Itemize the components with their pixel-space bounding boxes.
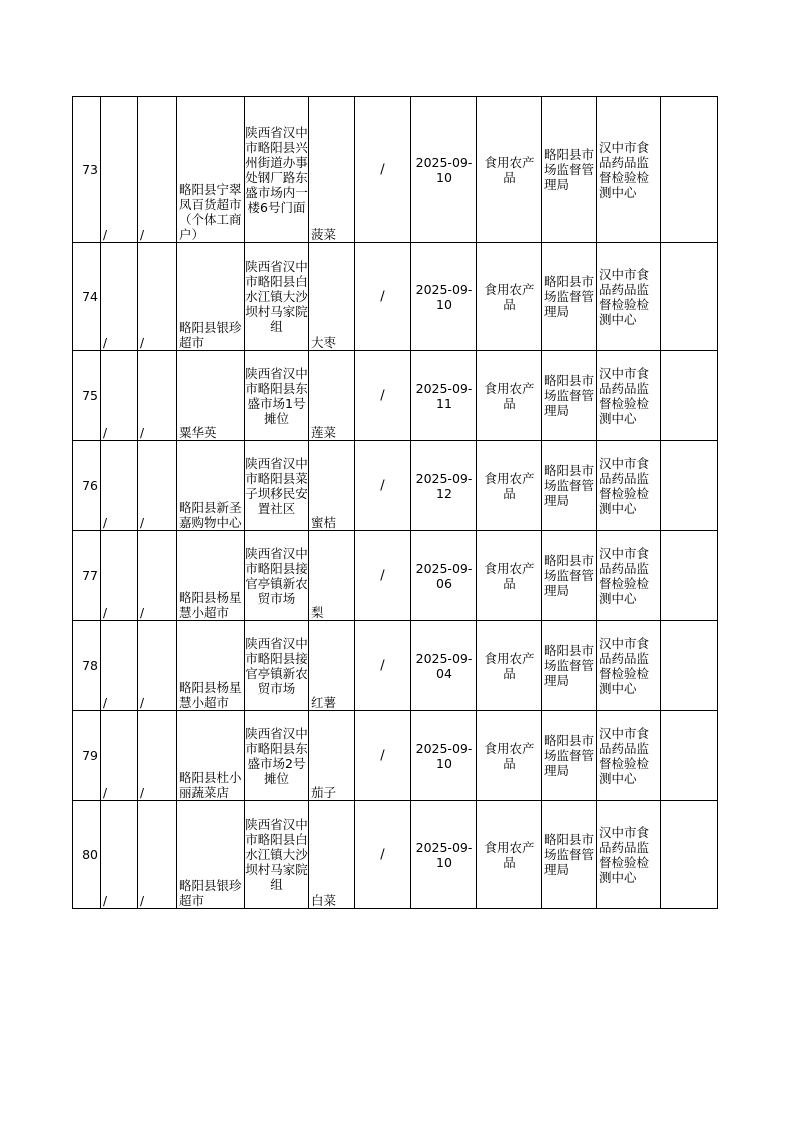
row-number: 80: [73, 801, 101, 909]
inspection-lab: 汉中市食品药品监督检验检测中心: [597, 97, 661, 243]
spec-slash: /: [380, 478, 385, 493]
product-name: 菠菜: [309, 97, 355, 243]
row-number: 77: [73, 531, 101, 621]
spec-slash: /: [380, 388, 385, 403]
food-category: 食用农产品: [477, 441, 542, 531]
inspection-lab: 汉中市食品药品监督检验检测中心: [597, 243, 661, 351]
placeholder-slash: /: [140, 426, 145, 440]
cell-col3: [138, 97, 177, 243]
seller-name: 略阳县杨星慧小超市: [177, 621, 245, 711]
row-number: 78: [73, 621, 101, 711]
seller-address: 陕西省汉中市略阳县菜子坝移民安置社区: [245, 441, 309, 531]
cell-col2: [101, 97, 138, 243]
row-number: 74: [73, 243, 101, 351]
placeholder-slash: /: [103, 426, 108, 440]
spec-slash: /: [380, 289, 385, 304]
seller-name: 略阳县杜小丽蔬菜店: [177, 711, 245, 801]
cell-col3: [138, 351, 177, 441]
seller-address: 陕西省汉中市略阳县兴州街道办事处钢厂路东盛市场内一楼6号门面: [245, 97, 309, 243]
remark-cell: [661, 351, 718, 441]
placeholder-slash: /: [140, 228, 145, 242]
sampling-date: 2025-09-11: [411, 351, 477, 441]
spec-slash: /: [380, 847, 385, 862]
inspection-lab: 汉中市食品药品监督检验检测中心: [597, 711, 661, 801]
seller-address: 陕西省汉中市略阳县白水江镇大沙坝村马家院组: [245, 243, 309, 351]
product-name: 红薯: [309, 621, 355, 711]
cell-col2: [101, 441, 138, 531]
remark-cell: [661, 531, 718, 621]
placeholder-slash: /: [140, 786, 145, 800]
placeholder-slash: /: [103, 696, 108, 710]
sampling-date: 2025-09-10: [411, 801, 477, 909]
inspection-lab: 汉中市食品药品监督检验检测中心: [597, 531, 661, 621]
food-category: 食用农产品: [477, 621, 542, 711]
cell-col3: [138, 801, 177, 909]
sampling-date: 2025-09-10: [411, 97, 477, 243]
placeholder-slash: /: [140, 606, 145, 620]
cell-spec: [355, 801, 411, 909]
cell-col3: [138, 441, 177, 531]
placeholder-slash: /: [140, 894, 145, 908]
sampling-date: 2025-09-04: [411, 621, 477, 711]
table-row: [73, 97, 718, 243]
cell-col3: [138, 711, 177, 801]
inspection-lab: 汉中市食品药品监督检验检测中心: [597, 351, 661, 441]
cell-spec: [355, 711, 411, 801]
inspection-lab: 汉中市食品药品监督检验检测中心: [597, 441, 661, 531]
table-row: [73, 441, 718, 531]
table-row: [73, 711, 718, 801]
spec-slash: /: [380, 162, 385, 177]
row-number: 76: [73, 441, 101, 531]
placeholder-slash: /: [103, 786, 108, 800]
seller-name: 略阳县杨星慧小超市: [177, 531, 245, 621]
table-row: [73, 531, 718, 621]
remark-cell: [661, 621, 718, 711]
inspection-lab: 汉中市食品药品监督检验检测中心: [597, 801, 661, 909]
sampling-date: 2025-09-06: [411, 531, 477, 621]
cell-col2: [101, 711, 138, 801]
seller-name: 略阳县新圣嘉购物中心: [177, 441, 245, 531]
cell-spec: [355, 621, 411, 711]
placeholder-slash: /: [103, 606, 108, 620]
seller-name: 略阳县银珍超市: [177, 243, 245, 351]
cell-spec: [355, 351, 411, 441]
placeholder-slash: /: [103, 516, 108, 530]
seller-name: 略阳县银珍超市: [177, 801, 245, 909]
cell-col2: [101, 243, 138, 351]
authority: 略阳县市场监督管理局: [542, 711, 597, 801]
cell-col2: [101, 801, 138, 909]
seller-address: 陕西省汉中市略阳县接官亭镇新农贸市场: [245, 621, 309, 711]
cell-spec: [355, 243, 411, 351]
authority: 略阳县市场监督管理局: [542, 801, 597, 909]
product-name: 大枣: [309, 243, 355, 351]
table-row: [73, 243, 718, 351]
seller-name: 粟华英: [177, 351, 245, 441]
table-row: [73, 621, 718, 711]
row-number: 75: [73, 351, 101, 441]
product-name: 白菜: [309, 801, 355, 909]
cell-col3: [138, 621, 177, 711]
product-name: 蜜桔: [309, 441, 355, 531]
sampling-table: [72, 96, 718, 909]
placeholder-slash: /: [103, 228, 108, 242]
sampling-date: 2025-09-10: [411, 711, 477, 801]
cell-col2: [101, 351, 138, 441]
authority: 略阳县市场监督管理局: [542, 441, 597, 531]
row-number: 79: [73, 711, 101, 801]
food-category: 食用农产品: [477, 243, 542, 351]
placeholder-slash: /: [140, 336, 145, 350]
cell-col2: [101, 531, 138, 621]
sampling-date: 2025-09-10: [411, 243, 477, 351]
authority: 略阳县市场监督管理局: [542, 351, 597, 441]
sampling-date: 2025-09-12: [411, 441, 477, 531]
table-row: [73, 351, 718, 441]
spec-slash: /: [380, 658, 385, 673]
seller-address: 陕西省汉中市略阳县东盛市场2号摊位: [245, 711, 309, 801]
cell-spec: [355, 531, 411, 621]
placeholder-slash: /: [140, 696, 145, 710]
authority: 略阳县市场监督管理局: [542, 243, 597, 351]
authority: 略阳县市场监督管理局: [542, 621, 597, 711]
seller-name: 略阳县宁翠凤百货超市（个体工商户）: [177, 97, 245, 243]
remark-cell: [661, 243, 718, 351]
row-number: 73: [73, 97, 101, 243]
authority: 略阳县市场监督管理局: [542, 531, 597, 621]
cell-spec: [355, 97, 411, 243]
remark-cell: [661, 97, 718, 243]
spec-slash: /: [380, 748, 385, 763]
inspection-lab: 汉中市食品药品监督检验检测中心: [597, 621, 661, 711]
product-name: 茄子: [309, 711, 355, 801]
food-category: 食用农产品: [477, 711, 542, 801]
placeholder-slash: /: [103, 336, 108, 350]
food-category: 食用农产品: [477, 531, 542, 621]
cell-col3: [138, 243, 177, 351]
product-name: 莲菜: [309, 351, 355, 441]
seller-address: 陕西省汉中市略阳县东盛市场1号摊位: [245, 351, 309, 441]
remark-cell: [661, 441, 718, 531]
placeholder-slash: /: [140, 516, 145, 530]
placeholder-slash: /: [103, 894, 108, 908]
spec-slash: /: [380, 568, 385, 583]
food-category: 食用农产品: [477, 97, 542, 243]
product-name: 梨: [309, 531, 355, 621]
food-category: 食用农产品: [477, 801, 542, 909]
seller-address: 陕西省汉中市略阳县接官亭镇新农贸市场: [245, 531, 309, 621]
cell-col3: [138, 531, 177, 621]
remark-cell: [661, 801, 718, 909]
authority: 略阳县市场监督管理局: [542, 97, 597, 243]
food-category: 食用农产品: [477, 351, 542, 441]
table-row: [73, 801, 718, 909]
seller-address: 陕西省汉中市略阳县白水江镇大沙坝村马家院组: [245, 801, 309, 909]
cell-spec: [355, 441, 411, 531]
remark-cell: [661, 711, 718, 801]
cell-col2: [101, 621, 138, 711]
